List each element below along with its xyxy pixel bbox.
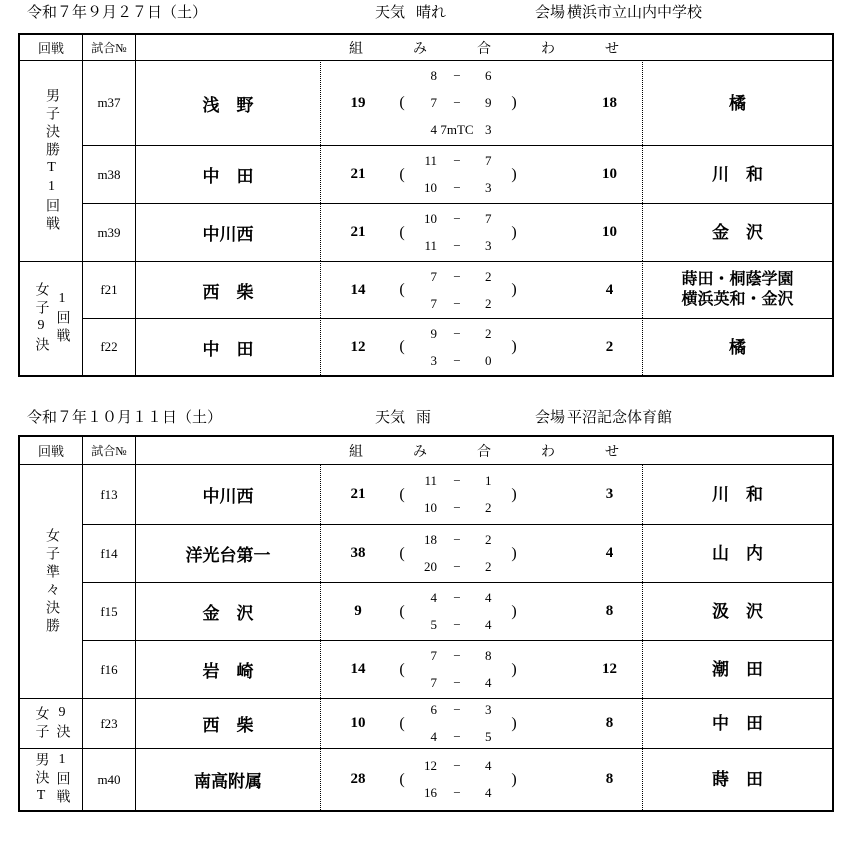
set-line [409,472,507,490]
close-paren: ) [511,338,517,355]
open-paren: ( [399,770,405,788]
set-scores [409,647,507,692]
set-line [409,237,507,255]
set-scores [409,67,507,139]
set-right: 9 [485,95,492,110]
set-right: 4 [485,617,492,632]
set-left: 7 [430,268,437,284]
set-left: 4 [430,590,437,605]
match-number: f16 [82,640,135,698]
set-separator: − [453,352,461,368]
score-cell [320,318,642,375]
score-cell [320,698,642,748]
set-line [409,325,507,343]
set-separator: − [453,153,461,168]
set-scores [409,268,507,313]
match-number: f15 [82,582,135,640]
round-group-text: 女子 [33,705,49,742]
open-paren: ( [399,338,405,355]
right-team-line: 蒔田・桐蔭学園 [681,271,794,288]
left-team-score: 14 [350,661,366,677]
venue-value: 横浜市立山内中学校 [567,5,703,21]
score-cell [320,145,642,203]
round-group-text: 男決T [33,752,49,807]
right-team-score: 12 [602,661,617,677]
set-left: 10 [424,211,437,226]
close-paren: ) [511,165,517,183]
set-separator: − [453,95,461,110]
set-separator: − [453,268,461,284]
set-left: 10 [424,180,437,195]
set-right: 2 [485,268,492,284]
set-separator: − [453,295,461,311]
match-number: f23 [82,698,135,748]
set-line [409,647,507,665]
set-separator: − [453,785,461,800]
match-number: m38 [82,145,135,203]
open-paren: ( [399,714,405,732]
set-right: 2 [485,325,492,341]
set-line [409,757,507,775]
left-team-score: 21 [350,486,366,502]
set-scores [409,325,507,370]
right-team-name [642,524,832,582]
round-group-text: 女子準々決勝 [44,527,59,636]
set-left: 7 [430,295,437,311]
round-group-text: 9決 [54,705,70,742]
weather-label: 天気 [375,410,406,426]
open-paren: ( [399,165,405,183]
open-paren: ( [399,281,405,298]
set-scores [409,472,507,517]
set-scores [409,152,507,197]
set-right: 5 [485,729,492,744]
right-team-name [642,261,832,318]
set-left: 11 [424,473,437,488]
set-separator: − [453,325,461,341]
right-team-name [642,698,832,748]
left-team-score: 38 [350,545,366,561]
set-line [409,701,507,719]
set-line [409,268,507,286]
close-paren: ) [511,660,517,678]
left-team-score: 21 [350,224,366,240]
right-team-name [642,145,832,203]
close-paren: ) [511,223,517,241]
round-group-text: 1回戦 [54,752,70,807]
venue-value: 平沼記念体育館 [567,410,673,426]
set-left: 11 [424,238,437,253]
open-paren: ( [399,602,405,620]
right-team-score: 10 [602,166,617,182]
caption-2 [0,408,855,430]
set-right: 6 [485,68,492,83]
round-group-label [20,261,82,375]
match-number: f14 [82,524,135,582]
right-team-score: 8 [605,603,614,619]
right-team-name [642,318,832,375]
set-separator: − [453,500,461,515]
set-scores [409,589,507,634]
round-group-label [20,698,82,748]
round-group-label [20,748,82,810]
right-team-line: 蒔 田 [712,770,763,789]
set-separator: − [453,559,461,574]
left-team-score: 28 [350,771,366,787]
open-paren: ( [399,544,405,562]
set-line [409,784,507,802]
set-left: 7 [430,675,437,690]
set-line [409,558,507,576]
left-team-name: 中川西 [135,203,320,261]
set-line [409,94,507,112]
match-number: m40 [82,748,135,810]
left-team-score: 10 [350,715,366,731]
set-separator: − [453,68,461,83]
set-left: 5 [430,617,437,632]
left-team-name: 中 田 [135,318,320,375]
set-line [409,67,507,85]
right-team-score: 10 [602,224,617,240]
set-left: 20 [424,559,437,574]
set-separator: − [453,211,461,226]
set-separator: − [453,238,461,253]
right-team-name [642,582,832,640]
right-team-score: 4 [605,545,614,561]
set-left: 18 [424,532,437,547]
set-separator: − [453,702,461,717]
close-paren: ) [511,485,517,503]
round-group-label [20,60,82,261]
right-team-score: 8 [605,771,614,787]
weather-label: 天気 [375,5,406,21]
set-left: 8 [430,68,437,83]
left-team-name: 西 柴 [135,261,320,318]
set-left: 4 [430,122,437,137]
right-team-name [642,203,832,261]
right-team-line: 中 田 [712,714,763,733]
left-team-name: 浅 野 [135,60,320,145]
right-team-line: 金 沢 [712,223,763,242]
set-right: 3 [485,238,492,253]
open-paren: ( [399,94,405,111]
set-separator: − [453,473,461,488]
set-line [409,179,507,197]
left-team-name: 中 田 [135,145,320,203]
close-paren: ) [511,770,517,788]
set-scores [409,531,507,576]
left-team-score: 12 [350,338,366,355]
close-paren: ) [511,714,517,732]
set-left: 10 [424,500,437,515]
left-team-name: 南高附属 [135,748,320,810]
right-team-score: 18 [602,94,617,111]
right-team-line: 横浜英和・金沢 [681,291,794,308]
set-separator: − [453,675,461,690]
date-text: 令和７年１０月１１日（土） [27,410,223,426]
left-team-score: 14 [350,281,366,298]
round-group-text: 1回戦 [54,291,70,346]
open-paren: ( [399,223,405,241]
header-pairing: 組 み 合 わ せ [135,437,832,464]
close-paren: ) [511,94,517,111]
set-right: 1 [485,473,492,488]
open-paren: ( [399,485,405,503]
set-left: 7 [430,648,437,663]
right-team-score: 8 [605,715,614,731]
header-pairing: 組 み 合 わ せ [135,35,832,60]
right-team-line: 川 和 [712,485,763,504]
results-table-2 [18,435,834,812]
set-separator: − [453,729,461,744]
set-line [409,295,507,313]
set-separator: − [453,590,461,605]
score-cell [320,464,642,524]
header-round: 回戦 [37,444,64,459]
set-left: 9 [430,325,437,341]
date-text: 令和７年９月２７日（土） [27,5,208,21]
score-cell [320,748,642,810]
set-right: 2 [485,532,492,547]
set-left: 7 [430,95,437,110]
header-match-no: 試合№ [82,35,135,60]
set-line [409,728,507,746]
right-team-line: 橘 [729,93,746,113]
match-number: f21 [82,261,135,318]
score-cell [320,203,642,261]
header-match-no: 試合№ [82,437,135,464]
set-scores [409,210,507,255]
set-right: 3 [485,122,492,137]
set-left: 3 [430,352,437,368]
right-team-score: 3 [605,486,614,502]
match-number: m39 [82,203,135,261]
right-team-line: 川 和 [712,165,763,184]
round-group-label [20,464,82,698]
right-team-name [642,60,832,145]
set-scores [409,701,507,746]
caption-1 [0,3,855,25]
close-paren: ) [511,544,517,562]
set-right: 8 [485,648,492,663]
left-team-score: 21 [350,166,366,182]
left-team-name: 金 沢 [135,582,320,640]
left-team-name: 西 柴 [135,698,320,748]
set-line [409,589,507,607]
close-paren: ) [511,602,517,620]
set-right: 3 [485,702,492,717]
set-line [409,352,507,370]
right-team-line: 山 内 [712,544,763,563]
set-right: 7 [485,211,492,226]
score-cell [320,582,642,640]
score-cell [320,640,642,698]
set-line [409,616,507,634]
set-separator: − [453,532,461,547]
set-line [409,674,507,692]
set-right: 2 [485,500,492,515]
close-paren: ) [511,281,517,298]
right-team-line: 橘 [729,337,746,357]
set-left: 16 [424,785,437,800]
right-team-line: 潮 田 [712,660,763,679]
score-cell [320,261,642,318]
set-right: 7 [485,153,492,168]
score-cell [320,524,642,582]
right-team-name [642,748,832,810]
set-left: 4 [430,729,437,744]
set-separator: 7mTC [440,122,474,137]
set-left: 12 [424,758,437,773]
set-right: 2 [485,295,492,311]
set-separator: − [453,180,461,195]
set-left: 6 [430,702,437,717]
set-left: 11 [424,153,437,168]
weather-value: 晴れ [416,5,447,21]
set-right: 4 [485,675,492,690]
set-line [409,210,507,228]
set-separator: − [453,648,461,663]
set-line [409,499,507,517]
set-line [409,531,507,549]
venue-label: 会場 [535,5,566,21]
set-separator: − [453,758,461,773]
results-table-1 [18,33,834,377]
right-team-name [642,640,832,698]
set-right: 4 [485,758,492,773]
left-team-score: 9 [354,603,362,619]
set-separator: − [453,617,461,632]
set-line [409,152,507,170]
match-number: f22 [82,318,135,375]
weather-value: 雨 [416,410,432,426]
right-team-name [642,464,832,524]
right-team-score: 4 [605,281,614,298]
header-round: 回戦 [37,41,64,56]
left-team-name: 中川西 [135,464,320,524]
left-team-name: 岩 崎 [135,640,320,698]
open-paren: ( [399,660,405,678]
set-right: 3 [485,180,492,195]
venue-label: 会場 [535,410,566,426]
right-team-score: 2 [605,338,614,355]
left-team-score: 19 [350,94,366,111]
set-right: 2 [485,559,492,574]
set-right: 0 [485,352,492,368]
right-team-line: 汲 沢 [712,602,763,621]
set-right: 4 [485,785,492,800]
match-number: f13 [82,464,135,524]
match-number: m37 [82,60,135,145]
left-team-name: 洋光台第一 [135,524,320,582]
set-right: 4 [485,590,492,605]
set-scores [409,757,507,802]
round-group-text: 男子決勝T1回戦 [44,88,59,234]
round-group-text: 女子9決 [33,282,49,355]
score-cell [320,60,642,145]
set-line [409,121,507,139]
